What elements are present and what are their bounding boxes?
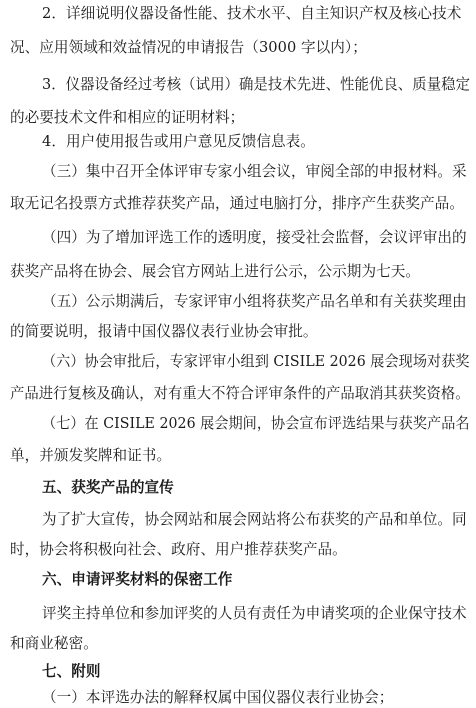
text-line: 为了扩大宣传，协会网站和展会网站将公布获奖的产品和单位。同 xyxy=(42,511,467,528)
text-line: 况、应用领域和效益情况的申请报告（3000 字以内）； xyxy=(10,39,367,56)
text-line: 2．详细说明仪器设备性能、技术水平、自主知识产权及核心技术 xyxy=(42,5,462,22)
text-line: （三）集中召开全体评审专家小组会议，审阅全部的申报材料。采 xyxy=(42,163,467,180)
text-line: 和商业秘密。 xyxy=(10,635,98,652)
text-line: 的必要技术文件和相应的证明材料； xyxy=(10,109,245,126)
text-line: 评奖主持单位和参加评奖的人员有责任为申请奖项的企业保守技术 xyxy=(42,605,467,622)
text-line: 获奖产品将在协会、展会官方网站上进行公示，公示期为七天。 xyxy=(10,263,421,280)
text-line: 4．用户使用报告或用户意见反馈信息表。 xyxy=(42,133,315,150)
text-line: 时，协会将积极向社会、政府、用户推荐获奖产品。 xyxy=(10,541,347,558)
text-line: （七）在 CISILE 2026 展会期间，协会宣布评选结果与获奖产品名 xyxy=(42,415,470,432)
text-line: 产品进行复核及确认，对有重大不符合评审条件的产品取消其获奖资格。 xyxy=(10,385,470,402)
text-line: 取无记名投票方式推荐获奖产品，通过电脑打分，排序产生获奖产品。 xyxy=(10,195,464,212)
text-line: 的简要说明，报请中国仪器仪表行业协会审批。 xyxy=(10,323,318,340)
text-line: 3．仪器设备经过考核（试用）确是技术先进、性能优良、质量稳定 xyxy=(42,76,471,93)
text-line: 单，并颁发奖牌和证书。 xyxy=(10,447,172,464)
section-heading: 六、申请评奖材料的保密工作 xyxy=(42,571,233,588)
section-heading: 七、附则 xyxy=(42,663,101,680)
text-line: （五）公示期满后，专家评审小组将获奖产品名单和有关获奖理由 xyxy=(42,293,467,310)
text-line: （四）为了增加评选工作的透明度，接受社会监督，会议评审出的 xyxy=(42,229,467,246)
text-line: （六）协会审批后，专家评审小组到 CISILE 2026 展会现场对获奖 xyxy=(42,353,470,370)
text-line: （一）本评选办法的解释权属中国仪器仪表行业协会； xyxy=(42,689,394,706)
section-heading: 五、获奖产品的宣传 xyxy=(42,479,174,496)
